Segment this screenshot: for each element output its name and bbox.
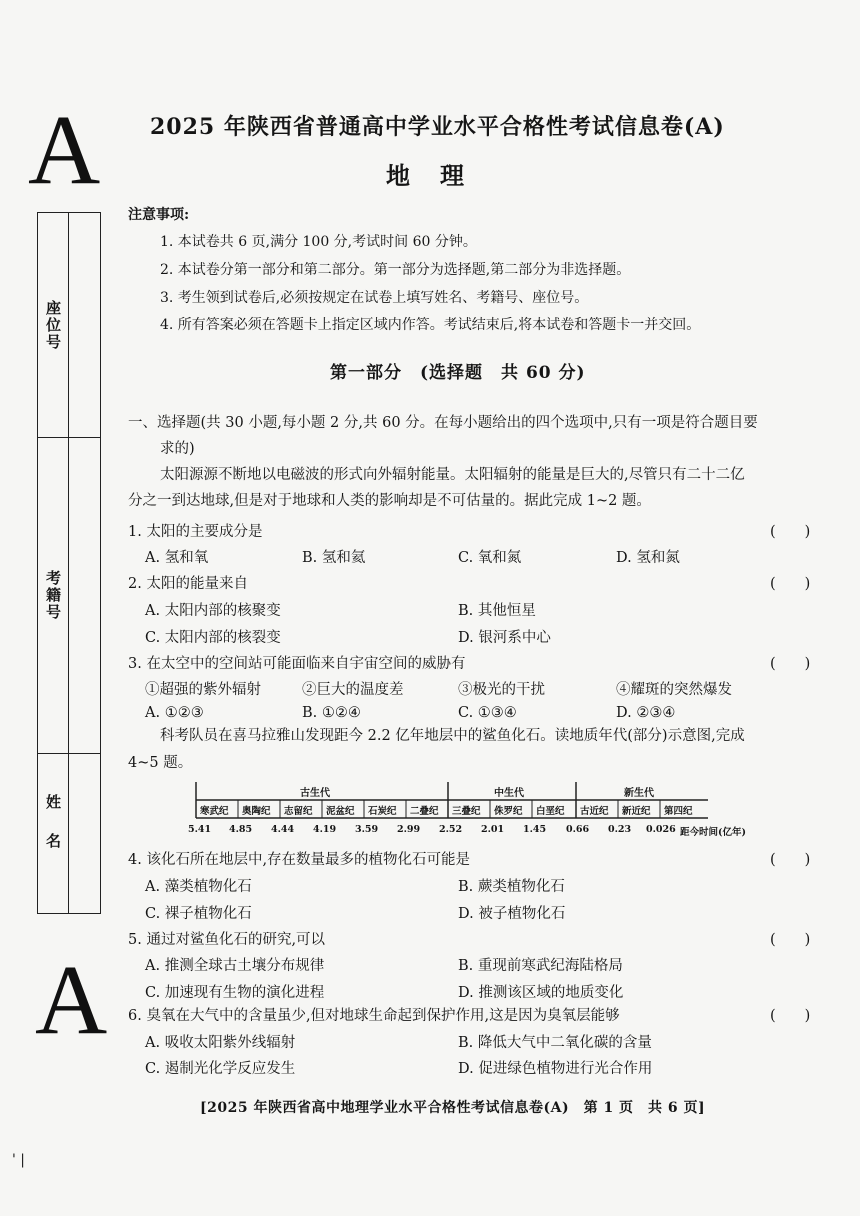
statement: ②巨大的温度差 xyxy=(302,682,404,698)
scan-mark: ' | xyxy=(12,1152,26,1168)
option: C. 氧和氮 xyxy=(458,550,522,566)
notice-heading: 注意事项: xyxy=(128,207,190,223)
passage2: 科考队员在喜马拉雅山发现距今 2.2 亿年地层中的鲨鱼化石。读地质年代(部分)示意图,完成 xyxy=(160,728,745,744)
option: B. ①②④ xyxy=(302,705,361,721)
age-label: 1.45 xyxy=(523,824,547,835)
question-4-stem: 4. 该化石所在地层中,存在数量最多的植物化石可能是 xyxy=(128,852,471,868)
option: D. 推测该区域的地质变化 xyxy=(458,985,624,1001)
timeline-axis-label: 距今时间(亿年) xyxy=(680,827,746,838)
period-label: 奥陶纪 xyxy=(242,806,271,817)
geologic-timeline xyxy=(188,778,788,840)
passage1: 太阳源源不断地以电磁波的形式向外辐射能量。太阳辐射的能量是巨大的,尽管只有二十二亿 xyxy=(160,467,745,483)
period-label: 侏罗纪 xyxy=(494,806,523,817)
notice-item: 2. 本试卷分第一部分和第二部分。第一部分为选择题,第二部分为非选择题。 xyxy=(160,262,631,278)
option: B. 降低大气中二氧化碳的含量 xyxy=(458,1035,652,1051)
period-label: 二叠纪 xyxy=(410,806,439,817)
option: A. 氢和氧 xyxy=(145,550,209,566)
statement: ④耀斑的突然爆发 xyxy=(616,682,732,698)
answer-paren: ( ) xyxy=(770,1008,811,1024)
answer-paren: ( ) xyxy=(770,576,811,592)
option: B. 氢和氦 xyxy=(302,550,366,566)
age-label: 2.52 xyxy=(439,824,463,835)
era-label: 新生代 xyxy=(624,788,654,799)
period-label: 寒武纪 xyxy=(200,806,229,817)
section-instruction-cont: 求的) xyxy=(160,441,195,457)
question-2-stem: 2. 太阳的能量来自 xyxy=(128,576,248,592)
question-3-stem: 3. 在太空中的空间站可能面临来自宇宙空间的威胁有 xyxy=(128,656,466,672)
option: D. 被子植物化石 xyxy=(458,906,566,922)
option: C. 裸子植物化石 xyxy=(145,906,252,922)
notice-item: 4. 所有答案必须在答题卡上指定区域内作答。考试结束后,将本试卷和答题卡一并交回。 xyxy=(160,317,701,333)
age-label: 2.01 xyxy=(481,824,505,835)
period-label: 第四纪 xyxy=(664,806,693,817)
page-footer: [2025 年陕西省高中地理学业水平合格性考试信息卷(A) 第 1 页 共 6 页] xyxy=(200,1100,706,1116)
option: B. 重现前寒武纪海陆格局 xyxy=(458,958,623,974)
option: A. 吸收太阳紫外线辐射 xyxy=(145,1035,296,1051)
era-label: 古生代 xyxy=(300,788,330,799)
period-label: 古近纪 xyxy=(580,806,609,817)
notice-item: 3. 考生领到试卷后,必须按规定在试卷上填写姓名、考籍号、座位号。 xyxy=(160,290,589,306)
name-label: 姓名 xyxy=(44,794,62,872)
option: D. 银河系中心 xyxy=(458,630,551,646)
era-label: 中生代 xyxy=(494,788,524,799)
subject-title: 地理 xyxy=(386,161,494,190)
candidate-info-strip xyxy=(37,212,101,914)
passage1-cont: 分之一到达地球,但是对于地球和人类的影响却是不可估量的。据此完成 1~2 题。 xyxy=(128,493,651,509)
option: C. 遏制光化学反应发生 xyxy=(145,1061,296,1077)
passage2-cont: 4~5 题。 xyxy=(128,755,193,771)
option: A. 藻类植物化石 xyxy=(145,879,252,895)
age-label: 0.026 xyxy=(646,824,676,835)
option: D. ②③④ xyxy=(616,705,676,721)
option: C. ①③④ xyxy=(458,705,517,721)
option: B. 蕨类植物化石 xyxy=(458,879,565,895)
answer-paren: ( ) xyxy=(770,524,811,540)
corner-letter-top: A xyxy=(28,94,101,205)
option: A. 推测全球古土壤分布规律 xyxy=(145,958,325,974)
statement: ③极光的干扰 xyxy=(458,682,545,698)
section-instruction: 一、选择题(共 30 小题,每小题 2 分,共 60 分。在每小题给出的四个选项中,只有一项是符合题目要 xyxy=(128,415,758,431)
age-label: 0.23 xyxy=(608,824,632,835)
period-label: 新近纪 xyxy=(622,806,651,817)
age-label: 4.19 xyxy=(313,824,337,835)
age-label: 2.99 xyxy=(397,824,421,835)
corner-letter-bottom: A xyxy=(35,944,108,1055)
part1-heading: 第一部分 (选择题 共 60 分) xyxy=(330,363,586,383)
statement: ①超强的紫外辐射 xyxy=(145,682,261,698)
period-label: 志留纪 xyxy=(284,806,313,817)
age-label: 5.41 xyxy=(188,824,212,835)
option: D. 促进绿色植物进行光合作用 xyxy=(458,1061,653,1077)
option: A. 太阳内部的核聚变 xyxy=(145,603,281,619)
answer-paren: ( ) xyxy=(770,656,811,672)
option: A. ①②③ xyxy=(145,705,204,721)
period-label: 白垩纪 xyxy=(536,806,565,817)
option: D. 氢和氮 xyxy=(616,550,680,566)
question-5-stem: 5. 通过对鲨鱼化石的研究,可以 xyxy=(128,932,326,948)
notice-item: 1. 本试卷共 6 页,满分 100 分,考试时间 60 分钟。 xyxy=(160,234,477,250)
option: B. 其他恒星 xyxy=(458,603,536,619)
age-label: 4.85 xyxy=(229,824,253,835)
question-1-stem: 1. 太阳的主要成分是 xyxy=(128,524,263,540)
option: C. 加速现有生物的演化进程 xyxy=(145,985,325,1001)
period-label: 石炭纪 xyxy=(368,806,397,817)
seat-number-label: 座位号 xyxy=(44,299,62,351)
answer-paren: ( ) xyxy=(770,852,811,868)
exam-title: 2025 年陕西省普通高中学业水平合格性考试信息卷(A) xyxy=(150,114,725,140)
period-label: 三叠纪 xyxy=(452,806,481,817)
option: C. 太阳内部的核裂变 xyxy=(145,630,281,646)
exam-id-label: 考籍号 xyxy=(44,569,62,621)
age-label: 0.66 xyxy=(566,824,590,835)
question-6-stem: 6. 臭氧在大气中的含量虽少,但对地球生命起到保护作用,这是因为臭氧层能够 xyxy=(128,1008,620,1024)
age-label: 3.59 xyxy=(355,824,379,835)
answer-paren: ( ) xyxy=(770,932,811,948)
period-label: 泥盆纪 xyxy=(326,806,355,817)
age-label: 4.44 xyxy=(271,824,295,835)
